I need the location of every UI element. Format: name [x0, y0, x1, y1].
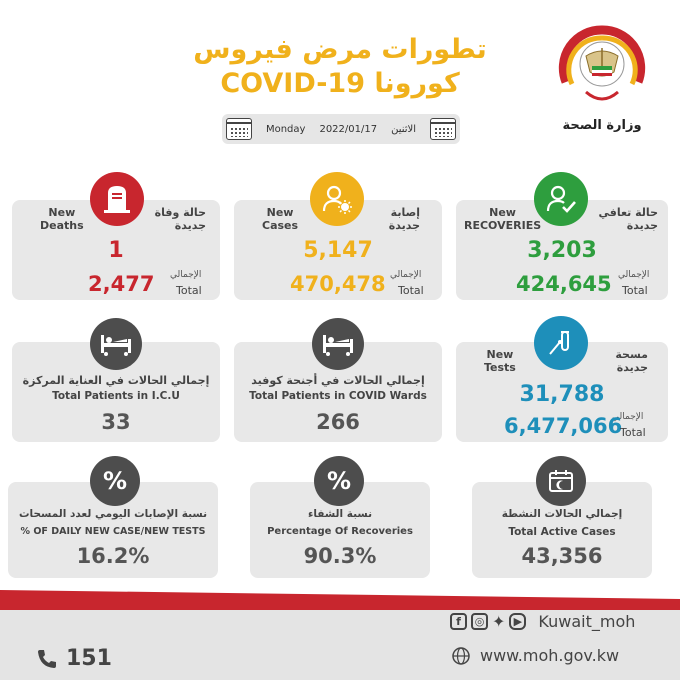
recoveries-total-label-ar: الإجمالي: [618, 270, 650, 280]
wards-label-en: Total Patients in COVID Wards: [249, 390, 427, 402]
deaths-label-en: [40, 206, 84, 232]
deaths-label-ar-2: جديدة: [174, 219, 206, 232]
deaths-label-ar: [155, 206, 206, 232]
ministry-logo-icon: [556, 22, 648, 114]
person-check-icon: [545, 183, 577, 215]
tests-circle: [534, 316, 588, 370]
deaths-circle: [90, 172, 144, 226]
icu-label-en: Total Patients in I.C.U: [52, 390, 180, 402]
icu-label-ar: إجمالي الحالات في العناية المركزة: [22, 374, 210, 387]
percent-icon: %: [314, 456, 364, 506]
hotline-number: 151: [66, 646, 112, 671]
percent-icon: %: [90, 456, 140, 506]
tests-label-ar-1: مسحة: [615, 348, 648, 361]
tests-label-en-1: New: [486, 348, 514, 361]
tombstone-icon: [102, 183, 132, 215]
cases-total-value: 470,478: [290, 272, 386, 296]
ministry-name: وزارة الصحة: [562, 118, 642, 133]
calendar-crescent-icon: [548, 469, 574, 493]
wards-circle: [312, 318, 364, 370]
title-line-2-ar: كورونا: [374, 68, 460, 99]
tests-label-ar-2: جديدة: [616, 361, 648, 374]
positivity-label-en: % OF DAILY NEW CASE/NEW TESTS: [20, 526, 206, 537]
cases-circle: [310, 172, 364, 226]
twitter-icon[interactable]: ✦: [492, 612, 506, 631]
wards-label-ar: إجمالي الحالات في أجنحة كوفيد: [251, 374, 425, 387]
recovery-rate-value: 90.3%: [303, 544, 377, 568]
cases-total-label-ar: الإجمالي: [390, 270, 422, 280]
recoveries-total-value: 424,645: [516, 272, 612, 296]
recoveries-circle: [534, 172, 588, 226]
tests-total-value: 6,477,066: [504, 414, 623, 438]
recoveries-total-label-en: Total: [622, 284, 648, 297]
positivity-label-ar: نسبة الإصابات اليومي لعدد المسحات: [18, 508, 208, 520]
cases-label-en: [262, 206, 298, 232]
icu-circle: [90, 318, 142, 370]
icu-value: 33: [101, 410, 131, 434]
deaths-label-en-2: Deaths: [40, 219, 84, 232]
facebook-icon[interactable]: f: [450, 613, 467, 630]
date-value: 2022/01/17: [319, 123, 378, 135]
recovery-rate-label-en: Percentage Of Recoveries: [267, 526, 413, 537]
recoveries-label-ar: [599, 206, 659, 232]
active-label-en: Total Active Cases: [508, 526, 616, 538]
active-value: 43,356: [521, 544, 603, 568]
recoveries-label-en-1: New: [489, 206, 516, 219]
cases-label-en-1: New: [266, 206, 294, 219]
cases-total-label-en: Total: [398, 284, 424, 297]
tests-total-label-ar: الإجمالي: [612, 412, 644, 422]
positivity-value: 16.2%: [76, 544, 150, 568]
instagram-icon[interactable]: ◎: [471, 613, 488, 630]
hotline: [36, 646, 112, 671]
calendar-icon: [226, 118, 252, 140]
phone-icon: [36, 648, 58, 670]
youtube-icon[interactable]: ▶: [509, 613, 526, 630]
deaths-total-label-en: Total: [176, 284, 202, 297]
active-circle: [536, 456, 586, 506]
test-tube-icon: [546, 328, 576, 358]
recoveries-label-ar-1: حالة تعافي: [598, 206, 658, 219]
person-virus-icon: [321, 183, 353, 215]
deaths-total-label-ar: الإجمالي: [170, 270, 202, 280]
recoveries-label-ar-2: جديدة: [626, 219, 658, 232]
date-bar: [222, 114, 460, 144]
deaths-label-en-1: New: [48, 206, 76, 219]
cases-label-ar-2: جديدة: [388, 219, 420, 232]
tests-label-en: [484, 348, 516, 374]
cases-label-ar: [389, 206, 420, 232]
tests-total-label-en: Total: [620, 426, 646, 439]
day-arabic: الاثنين: [391, 123, 417, 135]
social-handle[interactable]: Kuwait_moh: [538, 612, 636, 631]
cases-new-value: 5,147: [303, 238, 373, 263]
recovery-rate-label-ar: نسبة الشفاء: [307, 508, 373, 520]
social-links: [450, 612, 635, 631]
active-label-ar: إجمالي الحالات النشطة: [501, 508, 623, 520]
hospital-bed-icon: [99, 331, 133, 357]
recoveries-new-value: 3,203: [527, 238, 597, 263]
website-url[interactable]: www.moh.gov.kw: [480, 646, 620, 665]
calendar-icon: [430, 118, 456, 140]
deaths-label-ar-1: حالة وفاة: [154, 206, 206, 219]
wards-value: 266: [316, 410, 360, 434]
globe-icon: [452, 647, 470, 665]
cases-label-en-2: Cases: [262, 219, 299, 232]
title-line-2: [190, 68, 490, 99]
tests-label-en-2: Tests: [484, 361, 516, 374]
cases-label-ar-1: إصابة: [390, 206, 420, 219]
day-english: Monday: [265, 123, 306, 135]
recoveries-label-en-2: RECOVERIES: [464, 219, 542, 232]
recoveries-label-en: [464, 206, 541, 232]
deaths-total-value: 2,477: [88, 272, 155, 296]
title-covid: COVID-19: [220, 68, 366, 99]
deaths-new-value: 1: [108, 238, 124, 263]
footer-red-stripe: [0, 590, 680, 610]
tests-new-value: 31,788: [519, 382, 605, 407]
hospital-bed-icon: [321, 331, 355, 357]
title-arabic: تطورات مرض فيروس: [193, 34, 487, 65]
tests-label-ar: [615, 348, 648, 374]
website: [452, 646, 619, 665]
